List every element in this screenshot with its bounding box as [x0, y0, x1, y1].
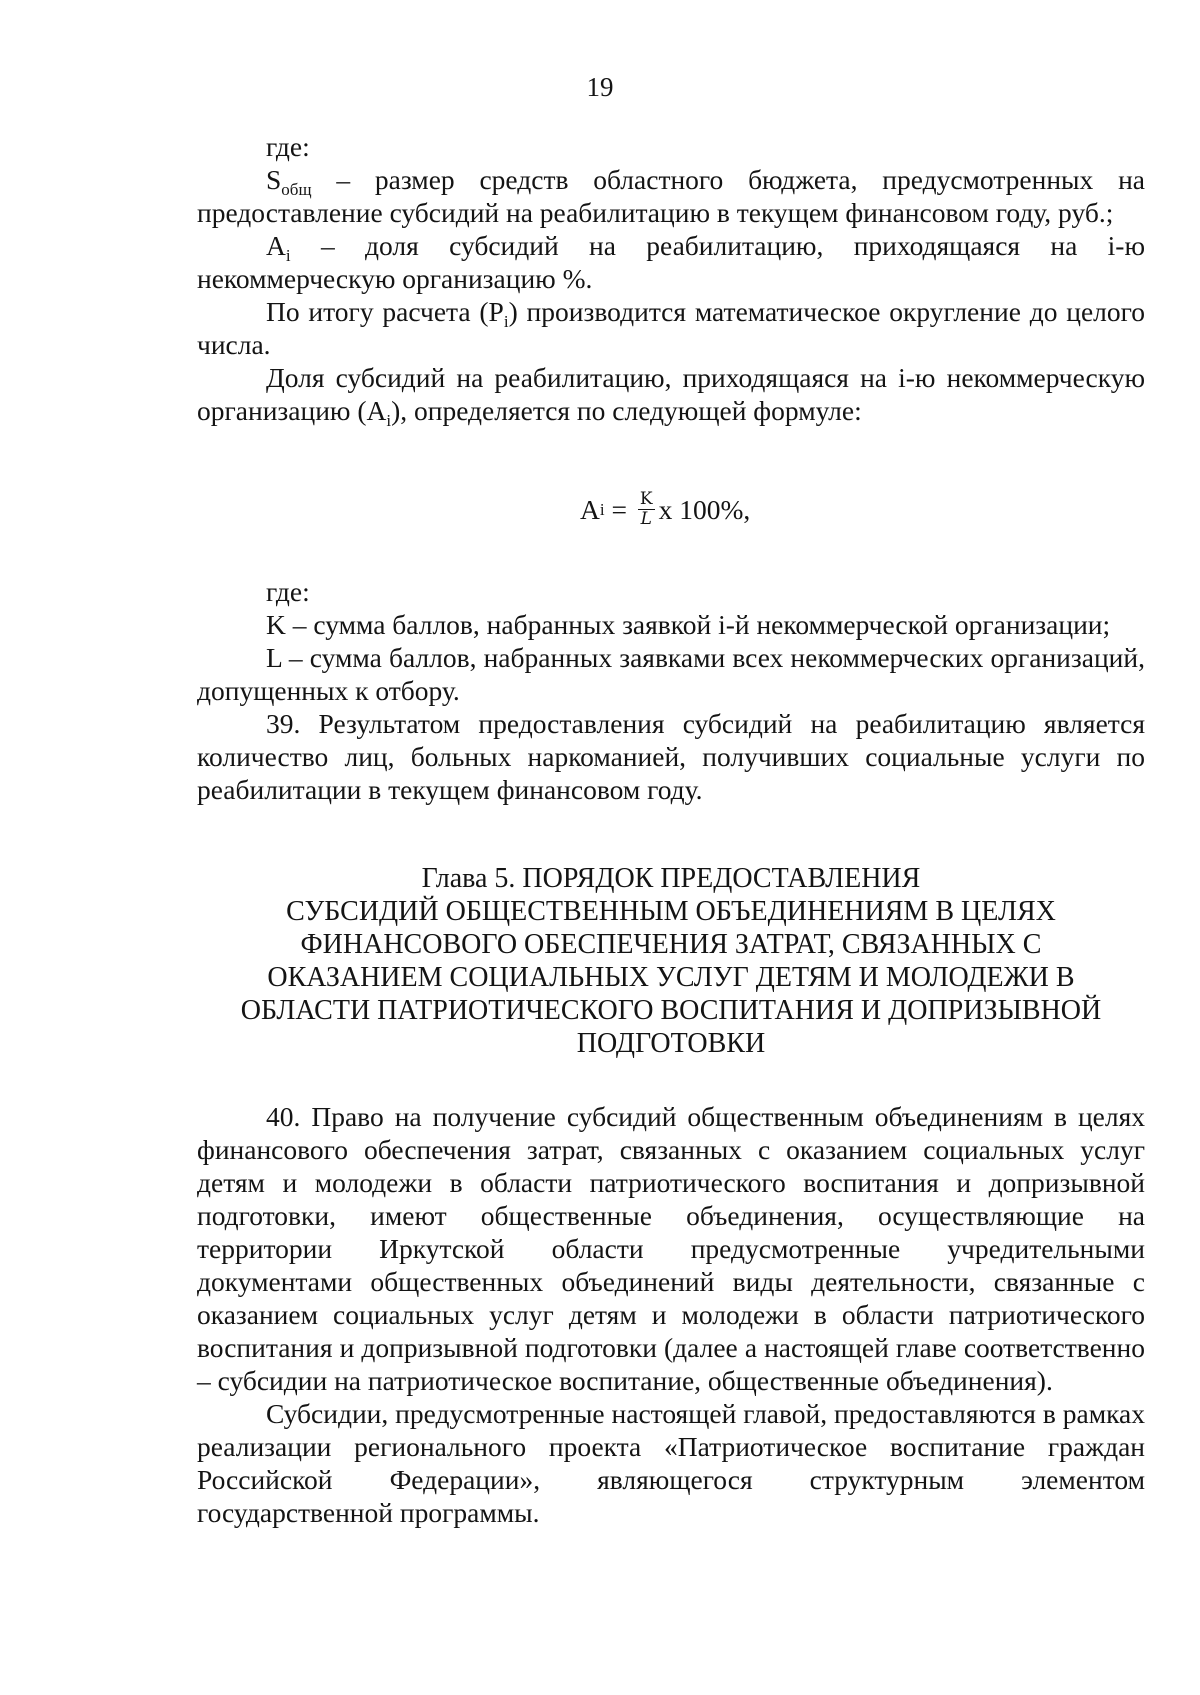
- chapter-5-heading: [197, 862, 1145, 1060]
- a-subscript: i: [285, 246, 291, 265]
- formula-fraction: [638, 490, 655, 529]
- rounding-paragraph: [197, 295, 1145, 361]
- s-subscript: общ: [281, 180, 312, 199]
- rounding-text-start: По итогу расчета (P: [266, 296, 504, 327]
- definition-a-i: [197, 229, 1145, 295]
- s-symbol: S: [266, 164, 282, 195]
- formula-equals: =: [604, 494, 634, 525]
- a-symbol: A: [266, 230, 286, 261]
- chapter-heading-line: СУБСИДИЙ ОБЩЕСТВЕННЫМ ОБЪЕДИНЕНИЯМ В ЦЕЛЯХ: [286, 896, 1056, 927]
- definition-l: L – сумма баллов, набранных заявками всех некоммерческих организаций, допущенных к отбору.: [197, 642, 1145, 706]
- where-label-1: где:: [266, 131, 310, 162]
- share-formula: A i = $\frac{K}{L}$ x 100%,: [580, 489, 751, 529]
- text-section-rehab-definitions: [197, 130, 1146, 430]
- chapter-heading-line: ФИНАНСОВОГО ОБЕСПЕЧЕНИЯ ЗАТРАТ, СВЯЗАННЫХ С: [300, 929, 1042, 960]
- share-subscript: i: [386, 411, 392, 430]
- chapter-heading-line: Глава 5. ПОРЯДОК ПРЕДОСТАВЛЕНИЯ: [421, 863, 921, 894]
- share-paragraph: [197, 361, 1145, 430]
- paragraph-subsidies-project: Субсидии, предусмотренные настоящей главой, предоставляются в рамках реализации регионального проекта «Патриотическое воспитание граждан Российской Федерации», являющегося структурным элементом государственной программы.: [197, 1398, 1145, 1528]
- formula-lhs: A: [580, 494, 600, 525]
- formula-numerator: K: [639, 489, 653, 509]
- page-number: 19: [586, 72, 614, 102]
- definition-s-total: [197, 163, 1145, 229]
- paragraph-40: 40. Право на получение субсидий общественным объединениям в целях финансового обеспечения затрат, связанных с оказанием социальных услуг детям и молодежи в области патриотического воспитания и допризывной подготовки, имеют общественные объединения, осуществляющие на территории Иркутской области предусмотренные учредительными документами общественных объединений виды деятельности, связанные с оказанием социальных услуг детям и молодежи в области патриотического воспитания и допризывной подготовки (далее а настоящей главе соответственно – субсидии на патриотическое воспитание, общественные объединения).: [197, 1101, 1145, 1396]
- rounding-text-end: ) производится математическое округление до целого числа.: [197, 296, 1146, 360]
- rounding-subscript: i: [503, 312, 509, 331]
- text-section-formula-terms: [197, 575, 1145, 806]
- chapter-heading-line: ОБЛАСТИ ПАТРИОТИЧЕСКОГО ВОСПИТАНИЯ И ДОПРИЗЫВНОЙ: [240, 995, 1102, 1026]
- share-text-end: ), определяется по следующей формуле:: [391, 395, 862, 426]
- share-text-start: Доля субсидий на реабилитацию, приходящаяся на i-ю некоммерческую организацию (A: [197, 362, 1145, 426]
- formula-denominator: L: [640, 509, 652, 529]
- s-definition: – размер средств областного бюджета, предусмотренных на предоставление субсидий на реабилитацию в текущем финансовом году, руб.;: [197, 164, 1145, 228]
- formula-rhs: x 100%,: [658, 494, 751, 525]
- a-definition: – доля субсидий на реабилитацию, приходящаяся на i-ю некоммерческую организацию %.: [197, 230, 1145, 294]
- where-label-2: где:: [266, 576, 310, 607]
- chapter-heading-line: ОКАЗАНИЕМ СОЦИАЛЬНЫХ УСЛУГ ДЕТЯМ И МОЛОДЕЖИ В: [267, 962, 1075, 993]
- chapter-heading-line: ПОДГОТОВКИ: [576, 1028, 766, 1059]
- text-section-chapter-5: [197, 1100, 1145, 1529]
- definition-k: K – сумма баллов, набранных заявкой i-й некоммерческой организации;: [266, 609, 1111, 640]
- paragraph-39: 39. Результатом предоставления субсидий на реабилитацию является количество лиц, больных наркоманией, получивших социальные услуги по реабилитации в текущем финансовом году.: [197, 708, 1145, 805]
